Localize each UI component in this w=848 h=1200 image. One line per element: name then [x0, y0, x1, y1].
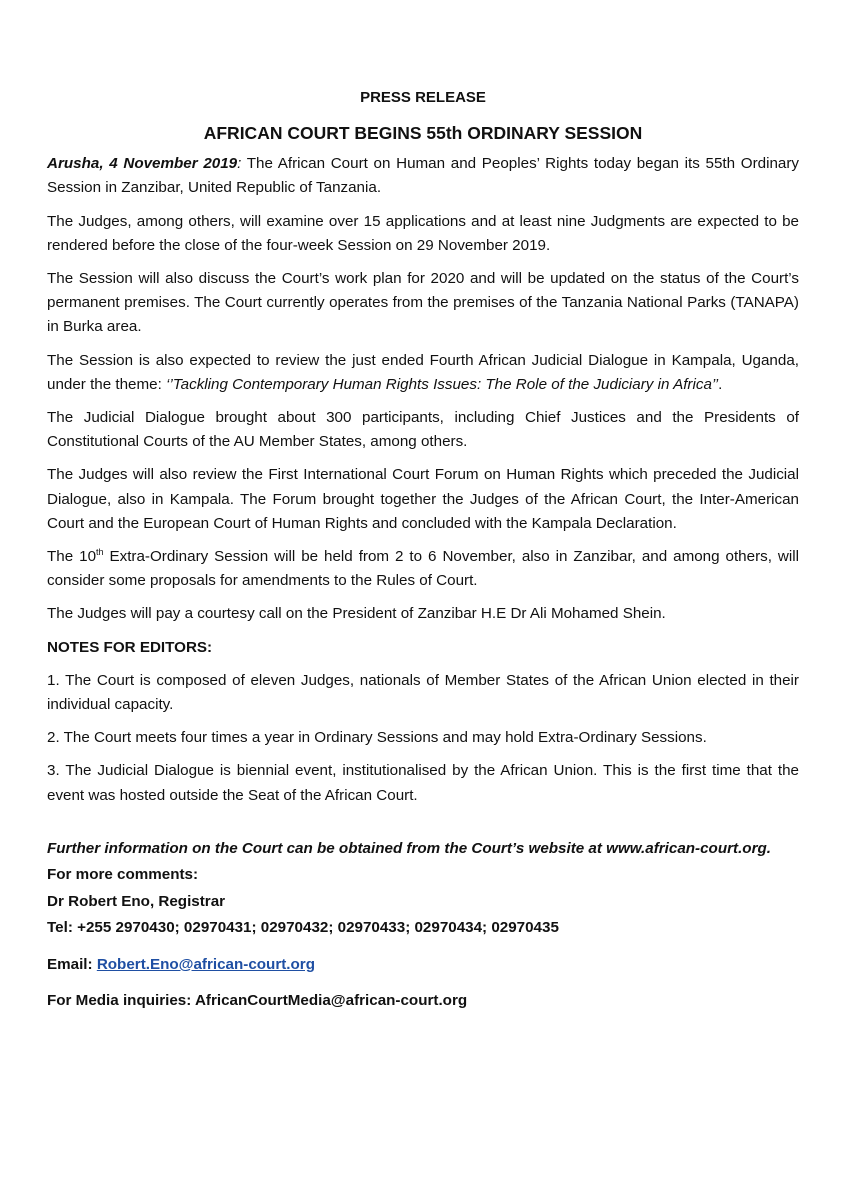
- dialogue-theme: ‘’Tackling Contemporary Human Rights Issues: The Role of the Judiciary in Africa’’: [166, 375, 719, 393]
- media-inquiries: For Media inquiries: AfricanCourtMedia@african-court.org: [47, 992, 468, 1010]
- note-item: 3. The Judicial Dialogue is biennial event, institutionalised by the African Union. This is the first time that the event was hosted outside the Seat of the African Court.: [47, 762, 799, 804]
- paragraph-participants: The Judicial Dialogue brought about 300 participants, including Chief Justices and the Presidents of Constitutional Courts of the AU Member States, among others.: [47, 409, 799, 451]
- paragraph-work-plan: The Session will also discuss the Court’s work plan for 2020 and will be updated on the status of the Court’s permanent premises. The Court currently operates from the premises of the Tanzania National Parks (TANAPA) in Burka area.: [47, 270, 799, 336]
- paragraph-extra-ordinary-session: [47, 545, 799, 593]
- registrar-name: Dr Robert Eno, Registrar: [47, 892, 226, 910]
- comments-label: For more comments:: [47, 866, 199, 884]
- paragraph-court-forum: The Judges will also review the First International Court Forum on Human Rights which preceded the Judicial Dialogue, also in Kampala. The Forum brought together the Judges of the African Court, the Inter-American Court and the European Court of Human Rights and concluded with the Kampala Declaration.: [47, 466, 799, 532]
- further-info: Further information on the Court can be obtained from the Court’s website at www.african-court.org.: [47, 839, 771, 857]
- dateline-colon: :: [237, 155, 242, 173]
- note-item: 1. The Court is composed of eleven Judges, nationals of Member States of the African Union elected in their individual capacity.: [47, 671, 799, 714]
- dialogue-end: .: [718, 375, 723, 393]
- session-text-pre: The 10: [47, 548, 97, 566]
- note-item: 2. The Court meets four times a year in Ordinary Sessions and may hold Extra-Ordinary Sessions.: [47, 729, 707, 747]
- intro-text: The African Court on Human and Peoples’ Rights today began its 55th Ordinary Session in Zanzibar, United Republic of Tanzania.: [47, 155, 799, 197]
- ordinal-suffix: th: [96, 546, 104, 557]
- paragraph-courtesy-call: The Judges will pay a courtesy call on the President of Zanzibar H.E Dr Ali Mohamed Shein.: [47, 605, 666, 623]
- telephone-numbers: Tel: +255 2970430; 02970431; 02970432; 02970433; 02970434; 02970435: [47, 919, 559, 937]
- email-line: [47, 952, 799, 979]
- paragraph-applications: The Judges, among others, will examine over 15 applications and at least nine Judgments are expected to be rendered before the close of the four-week Session on 29 November 2019.: [47, 212, 799, 254]
- document-label: PRESS RELEASE: [360, 89, 486, 106]
- email-label: Email:: [47, 955, 97, 973]
- paragraph-judicial-dialogue: [47, 349, 799, 397]
- press-release-document: [47, 86, 799, 1015]
- document-title: AFRICAN COURT BEGINS 55th ORDINARY SESSION: [203, 123, 643, 144]
- dateline: Arusha, 4 November 2019: [47, 155, 238, 173]
- paragraph-intro: [47, 152, 799, 200]
- dialogue-text: The Session is also expected to review the just ended Fourth African Judicial Dialogue in Kampala, Uganda, under the theme:: [47, 351, 799, 393]
- email-link[interactable]: Robert.Eno@african-court.org: [96, 955, 315, 973]
- contact-block: [47, 836, 799, 1015]
- notes-heading: NOTES FOR EDITORS:: [47, 638, 213, 656]
- session-text-post: Extra-Ordinary Session will be held from 2 to 6 November, also in Zanzibar, and among others, will consider some proposals for amendments to the Rules of Court.: [47, 548, 799, 590]
